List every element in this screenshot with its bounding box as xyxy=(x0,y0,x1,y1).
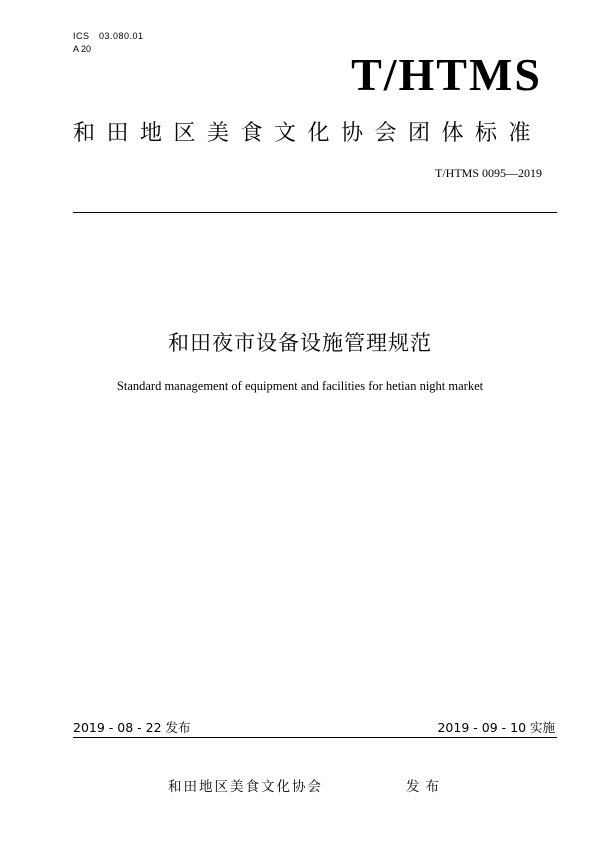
ccs-code: A 20 xyxy=(73,44,92,54)
bottom-divider xyxy=(73,737,557,738)
top-divider xyxy=(73,212,557,213)
brand-logo-text: T/HTMS xyxy=(351,49,542,100)
document-title-zh: 和田夜市设备设施管理规范 xyxy=(168,331,432,355)
publisher-name: 和田地区美食文化协会 xyxy=(168,779,323,795)
implement-date: 2019 - 09 - 10 实施 xyxy=(437,720,555,735)
org-standard-title: 和田地区美食文化协会团体标准 xyxy=(73,121,543,146)
standard-number: T/HTMS 0095—2019 xyxy=(434,166,542,180)
publish-label: 发布 xyxy=(406,779,445,795)
ics-code: ICS 03.080.01 xyxy=(73,31,144,41)
document-title-en: Standard management of equipment and facilities for hetian night market xyxy=(116,379,484,393)
publish-date: 2019 - 08 - 22 发布 xyxy=(73,720,191,735)
